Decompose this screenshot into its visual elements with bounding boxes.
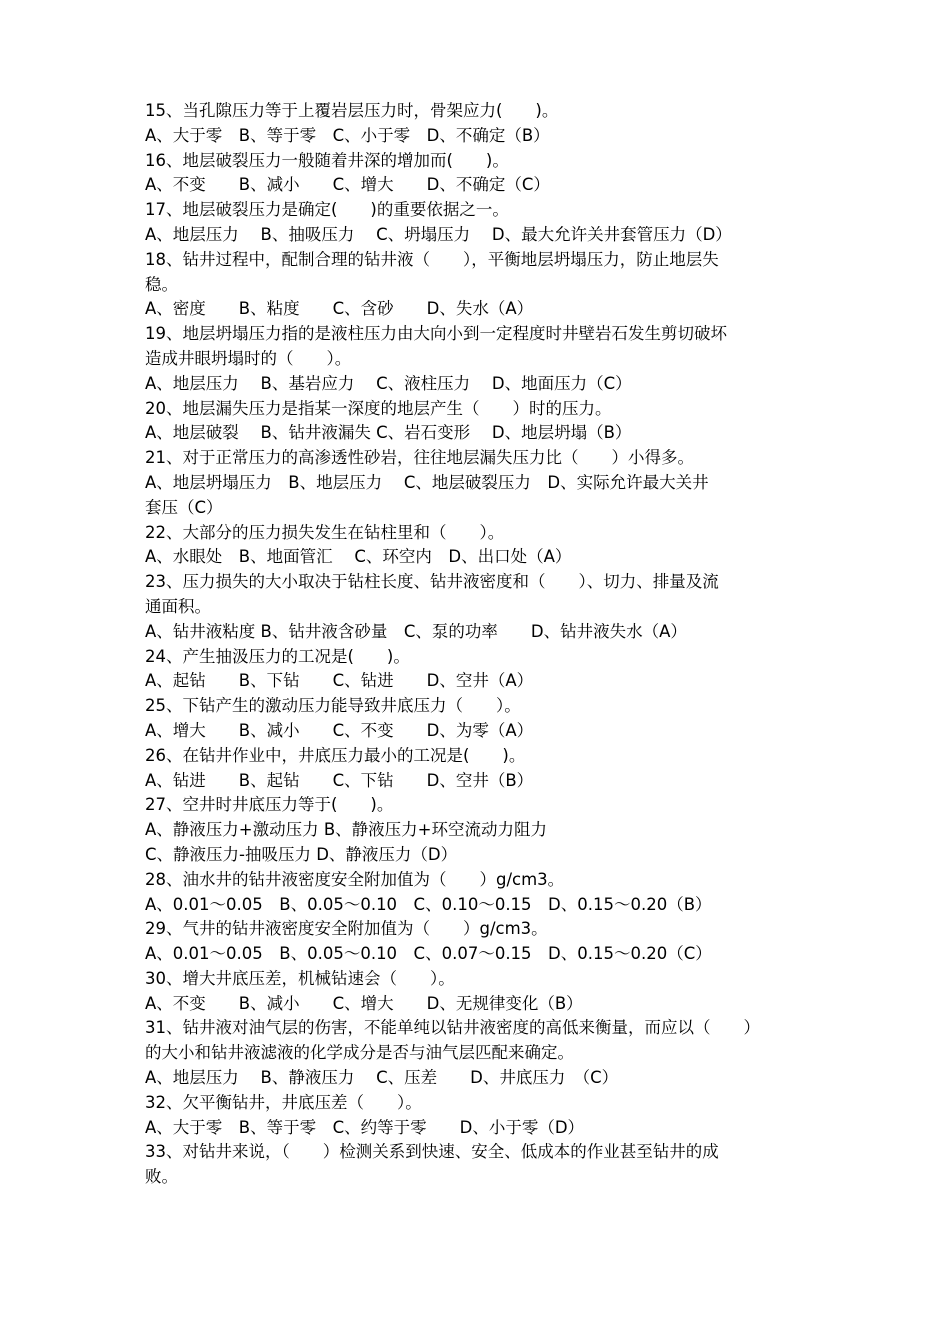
text-line: 16、地层破裂压力一般随着井深的增加而( )。 bbox=[145, 150, 509, 170]
text-line: 22、大部分的压力损失发生在钻柱里和（ ）。 bbox=[145, 522, 505, 542]
text-line: C、静液压力-抽吸压力 D、静液压力（D） bbox=[145, 844, 458, 864]
text-line: 23、压力损失的大小取决于钻柱长度、钻井液密度和（ ）、切力、排量及流 bbox=[145, 572, 719, 592]
text-line: A、增大 B、减小 C、不变 D、为零（A） bbox=[145, 720, 534, 740]
text-line: A、地层坍塌压力 B、地层压力 C、地层破裂压力 D、实际允许最大关井 bbox=[145, 472, 709, 492]
text-line: A、不变 B、减小 C、增大 D、无规律变化（B） bbox=[145, 993, 583, 1013]
text-line: 28、油水井的钻井液密度安全附加值为（ ）g/cm3。 bbox=[145, 869, 565, 889]
text-line: A、大于零 B、等于零 C、约等于零 D、小于零（D） bbox=[145, 1117, 585, 1137]
text-line: 通面积。 bbox=[145, 596, 211, 616]
text-line: 33、对钻井来说，（ ）检测关系到快速、安全、低成本的作业甚至钻井的成 bbox=[145, 1142, 719, 1162]
text-line: A、地层破裂 B、钻井液漏失 C、岩石变形 D、地层坍塌（B） bbox=[145, 423, 632, 443]
text-line: A、不变 B、减小 C、增大 D、不确定（C） bbox=[145, 175, 550, 195]
question-text-body bbox=[145, 99, 810, 1190]
text-line: 21、对于正常压力的高渗透性砂岩，往往地层漏失压力比（ ）小得多。 bbox=[145, 448, 694, 468]
text-line: A、地层压力 B、基岩应力 C、液柱压力 D、地面压力（C） bbox=[145, 373, 632, 393]
text-line: A、地层压力 B、抽吸压力 C、坍塌压力 D、最大允许关井套管压力（D） bbox=[145, 224, 732, 244]
text-line: A、起钻 B、下钻 C、钻进 D、空井（A） bbox=[145, 671, 534, 691]
text-line: A、0.01～0.05 B、0.05～0.10 C、0.07～0.15 D、0.15～0.20（C） bbox=[145, 944, 712, 964]
text-line: 31、钻井液对油气层的伤害，不能单纯以钻井液密度的高低来衡量，而应以（ ） bbox=[145, 1018, 760, 1038]
text-line: A、地层压力 B、静液压力 C、压差 D、井底压力 （C） bbox=[145, 1068, 619, 1088]
text-line: 造成井眼坍塌时的（ ）。 bbox=[145, 348, 352, 368]
text-line: 29、气井的钻井液密度安全附加值为（ ）g/cm3。 bbox=[145, 919, 548, 939]
text-line: 败。 bbox=[145, 1167, 178, 1187]
text-line: 稳。 bbox=[145, 274, 178, 294]
text-line: 24、产生抽汲压力的工况是( )。 bbox=[145, 646, 410, 666]
text-line: 25、下钻产生的激动压力能导致井底压力（ ）。 bbox=[145, 696, 521, 716]
text-line: 15、当孔隙压力等于上覆岩层压力时，骨架应力( )。 bbox=[145, 101, 559, 120]
text-line: 27、空井时井底压力等于( )。 bbox=[145, 795, 394, 815]
text-line: A、钻进 B、起钻 C、下钻 D、空井（B） bbox=[145, 770, 534, 790]
text-line: A、密度 B、粘度 C、含砂 D、失水（A） bbox=[145, 299, 534, 319]
text-line: 18、钻井过程中，配制合理的钻井液（ ），平衡地层坍塌压力，防止地层失 bbox=[145, 249, 719, 269]
text-line: A、钻井液粘度 B、钻井液含砂量 C、泵的功率 D、钻井液失水（A） bbox=[145, 621, 687, 641]
text-line: 26、在钻井作业中，井底压力最小的工况是( )。 bbox=[145, 745, 526, 765]
text-line: 19、地层坍塌压力指的是液柱压力由大向小到一定程度时井壁岩石发生剪切破坏 bbox=[145, 324, 727, 344]
text-line: 套压（C） bbox=[145, 497, 223, 517]
text-line: A、大于零 B、等于零 C、小于零 D、不确定（B） bbox=[145, 125, 550, 145]
text-line: A、水眼处 B、地面管汇 C、环空内 D、出口处（A） bbox=[145, 547, 572, 567]
text-line: 30、增大井底压差，机械钻速会（ ）。 bbox=[145, 968, 455, 988]
text-line: 20、地层漏失压力是指某一深度的地层产生（ ）时的压力。 bbox=[145, 398, 612, 418]
text-line: 的大小和钻井液滤液的化学成分是否与油气层匹配来确定。 bbox=[145, 1043, 574, 1063]
text-line: A、0.01～0.05 B、0.05～0.10 C、0.10～0.15 D、0.15～0.20（B） bbox=[145, 894, 712, 914]
text-line: A、静液压力+激动压力 B、静液压力+环空流动力阻力 bbox=[145, 820, 548, 840]
text-line: 32、欠平衡钻井，井底压差（ ）。 bbox=[145, 1092, 422, 1112]
text-line: 17、地层破裂压力是确定( )的重要依据之一。 bbox=[145, 200, 509, 220]
